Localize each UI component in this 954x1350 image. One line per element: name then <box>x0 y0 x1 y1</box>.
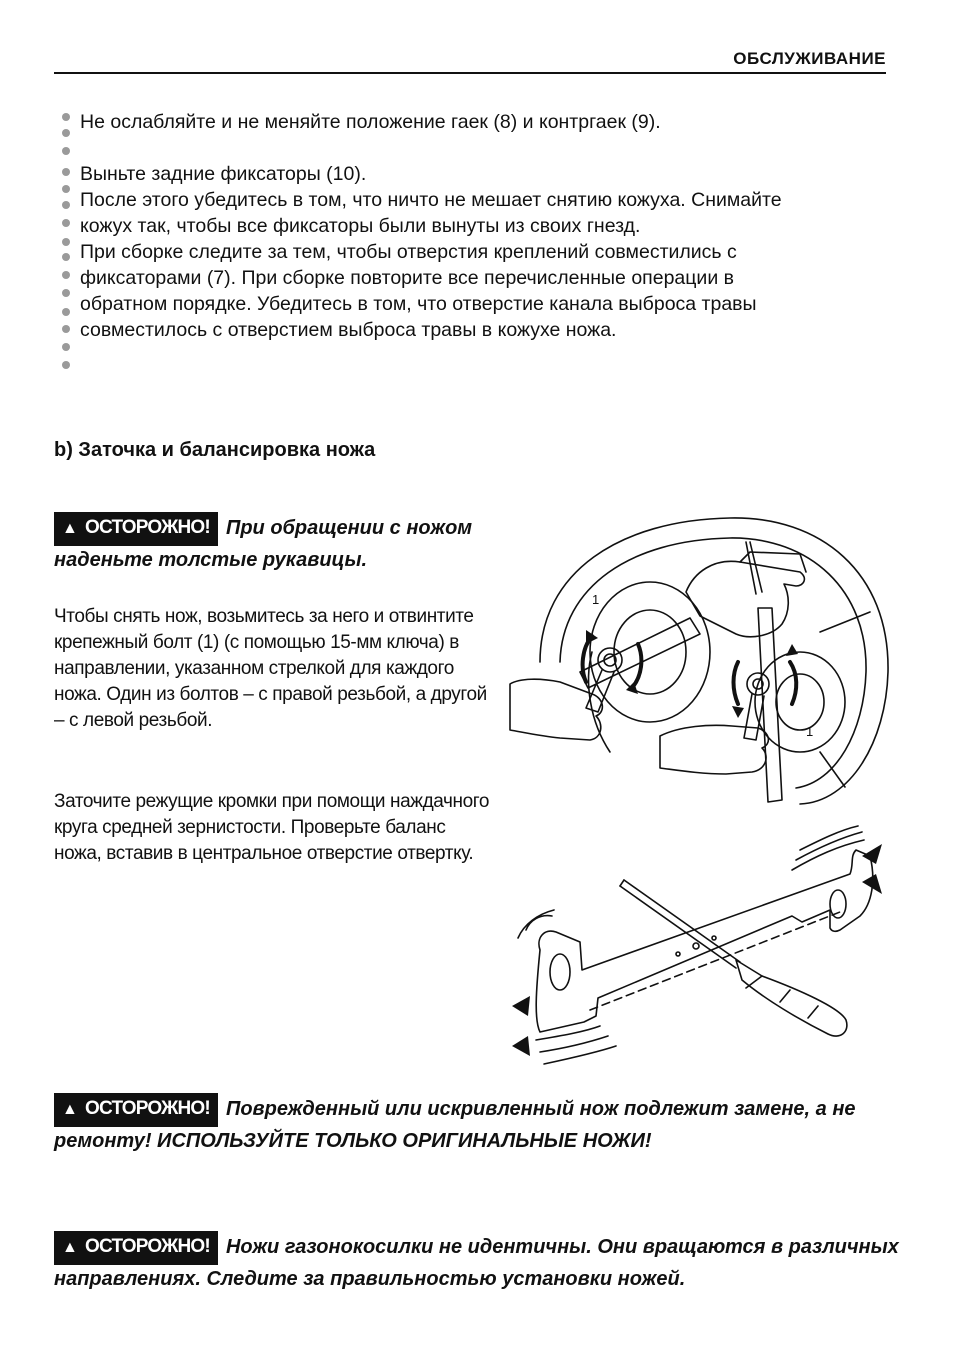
warning-badge <box>54 512 218 546</box>
callout-number-left: 1 <box>592 592 600 607</box>
header-rule <box>54 72 886 74</box>
intro-line: Не ослабляйте и не меняйте положение гаек (8) и контргаек (9). <box>80 111 661 133</box>
bullet-dot <box>62 113 70 121</box>
warning-badge <box>54 1093 218 1127</box>
intro-line: фиксаторами (7). При сборке повторите все перечисленные операции в <box>80 267 734 289</box>
bullet-dot <box>62 361 70 369</box>
bullet-dot <box>62 185 70 193</box>
bullet-dot <box>62 219 70 227</box>
warning-triangle-icon: ▲ <box>62 1239 78 1256</box>
intro-gap <box>80 135 900 161</box>
warning-text: Ножи газонокосилки не идентичны. Они вращаются в различных направлениях. Следите за правильностью установки ножей. <box>54 1236 899 1290</box>
intro-line: При сборке следите за тем, чтобы отверстия креплений совместились с <box>80 241 737 263</box>
warning-triangle-icon: ▲ <box>62 520 78 537</box>
intro-text <box>80 109 900 343</box>
removal-instructions: Чтобы снять нож, возьмитесь за него и отвинтите крепежный болт (1) (с помощью 15-мм ключа) в направлении, указанном стрелкой для каждого ножа. Один из болтов – с правой резьбой, а другой – с левой резьбой. <box>54 606 487 731</box>
bullet-dot <box>62 343 70 351</box>
bullet-column <box>62 113 72 373</box>
warning-blade-directions <box>54 1231 914 1293</box>
bullet-dot <box>62 238 70 246</box>
warning-damaged-blade <box>54 1093 914 1155</box>
intro-line: После этого убедитесь в том, что ничто не мешает снятию кожуха. Снимайте <box>80 189 782 211</box>
bullet-dot <box>62 129 70 137</box>
section-heading: b) Заточка и балансировка ножа <box>54 439 376 461</box>
bullet-dot <box>62 325 70 333</box>
intro-line: Выньте задние фиксаторы (10). <box>80 163 367 185</box>
warning-badge-label: ОСТОРОЖНО! <box>85 1098 210 1119</box>
bullet-dot <box>62 289 70 297</box>
bullet-dot <box>62 147 70 155</box>
warning-badge-label: ОСТОРОЖНО! <box>85 517 210 538</box>
warning-text: При обращении с ножом наденьте толстые рукавицы. <box>54 517 473 571</box>
callout-number-right: 1 <box>806 724 814 739</box>
blade-removal-illustration <box>500 512 892 810</box>
warning-triangle-icon: ▲ <box>62 1101 78 1118</box>
bullet-dot <box>62 168 70 176</box>
bullet-dot <box>62 308 70 316</box>
bullet-dot <box>62 253 70 261</box>
intro-line: совместилось с отверстием выброса травы в кожухе ножа. <box>80 319 617 341</box>
warning-badge-label: ОСТОРОЖНО! <box>85 1236 210 1257</box>
warning-text: Поврежденный или искривленный нож подлежит замене, а не ремонту! ИСПОЛЬЗУЙТЕ ТОЛЬКО ОРИГИНАЛЬНЫЕ НОЖИ! <box>54 1098 856 1152</box>
sharpen-instructions: Заточите режущие кромки при помощи наждачного круга средней зернистости. Проверьте баланс ножа, вставив в центральное отверстие отвертку. <box>54 791 490 864</box>
warning-badge <box>54 1231 218 1265</box>
bullet-dot <box>62 201 70 209</box>
bullet-dot <box>62 271 70 279</box>
section-header-title: ОБСЛУЖИВАНИЕ <box>733 49 886 68</box>
intro-line: кожух так, чтобы все фиксаторы были вынуты из своих гнезд. <box>80 215 641 237</box>
intro-line: обратном порядке. Убедитесь в том, что отверстие канала выброса травы <box>80 293 757 315</box>
blade-balancing-illustration <box>500 820 892 1072</box>
warning-gloves <box>54 512 504 574</box>
